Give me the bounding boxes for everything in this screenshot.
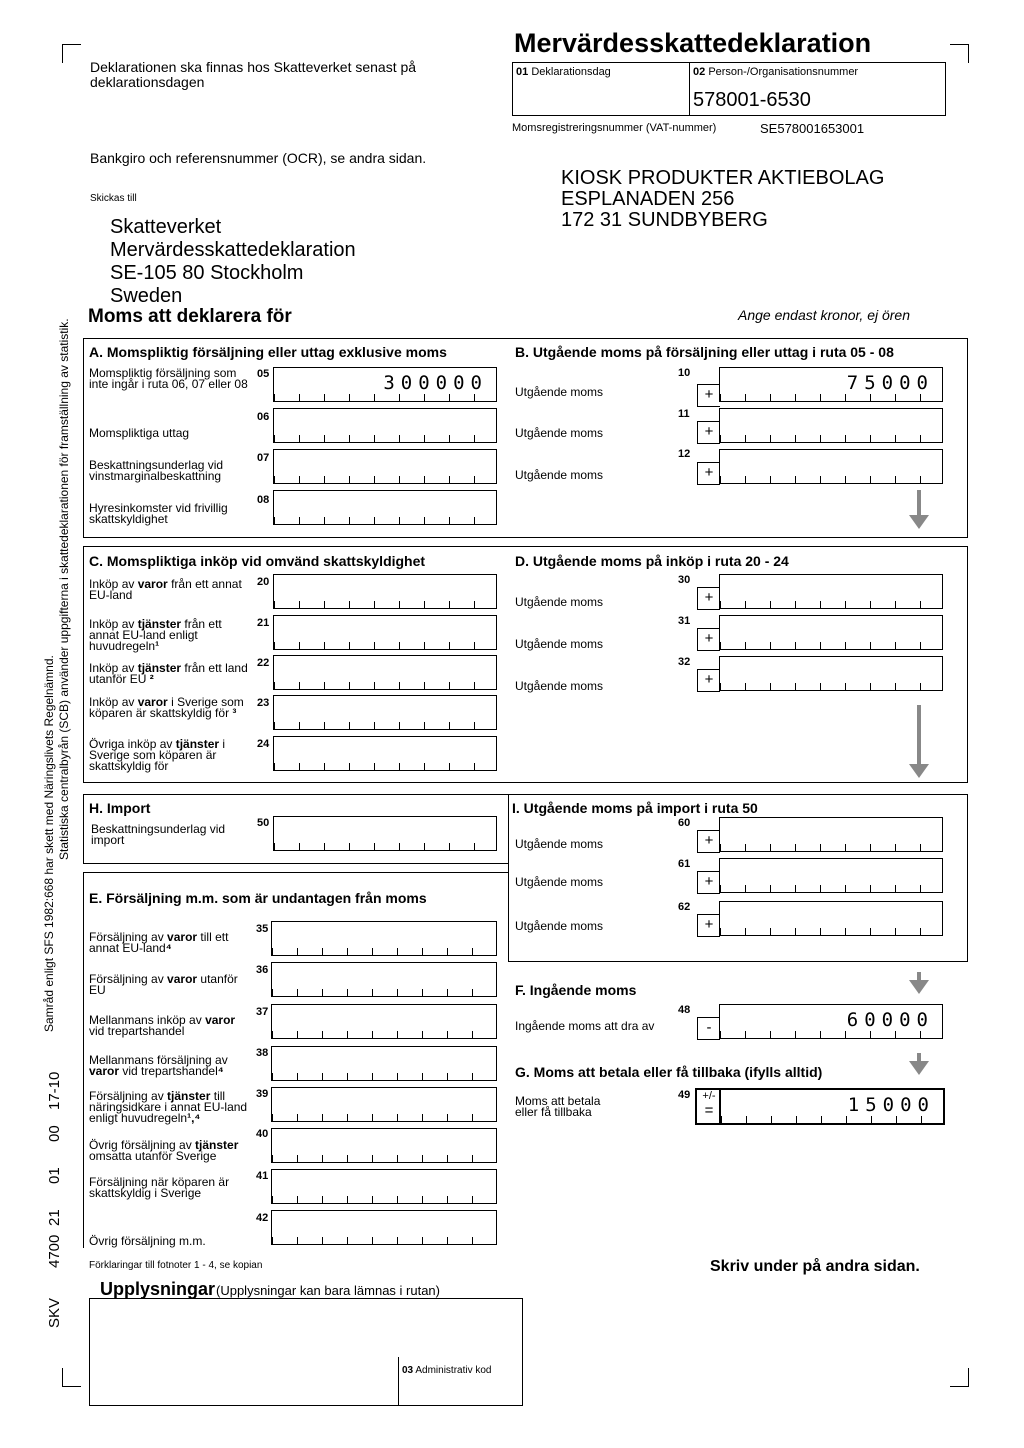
field-23-input[interactable] (273, 695, 497, 730)
field-11-input[interactable] (719, 408, 943, 443)
field-60-input[interactable] (719, 817, 943, 852)
form-code-skv: SKV (46, 1297, 63, 1328)
section-c-title: C. Momspliktiga inköp vid omvänd skattskyldighet (89, 553, 426, 569)
header-fields-box (512, 62, 946, 116)
field-02-label: 02 Person-/Organisationsnummer (693, 66, 859, 78)
form-code-00: 00 (46, 1125, 63, 1142)
field-23-label: Inköp av varor i Sverige som köparen är skattskyldig för ³ (89, 695, 244, 720)
arrow-down-icon (917, 490, 921, 516)
field-10-plus-sign: + (697, 384, 720, 407)
section-i-title: I. Utgående moms på import i ruta 50 (512, 800, 758, 816)
field-39-number: 39 (256, 1088, 269, 1100)
field-07-label: Beskattningsunderlag vid vinstmarginalbeskattning (89, 458, 224, 483)
company-address: KIOSK PRODUKTER AKTIEBOLAG ESPLANADEN 256 172 31 SUNDBYBERG (561, 167, 885, 231)
upplysningar-title: Upplysningar (100, 1279, 216, 1299)
field-61-input[interactable] (719, 858, 943, 893)
field-06-input[interactable] (273, 408, 497, 443)
field-01-label: 01 Deklarationsdag (516, 66, 611, 78)
field-08-label: Hyresinkomster vid frivillig skattskyldighet (89, 501, 228, 526)
section-e-title: E. Försäljning m.m. som är undantagen från moms (89, 890, 427, 906)
field-41-input[interactable] (271, 1169, 497, 1204)
field-12-label: Utgående moms (515, 468, 604, 482)
field-11-number: 11 (678, 408, 690, 420)
field-62-label: Utgående moms (515, 919, 604, 933)
field-22-label: Inköp av tjänster från ett land utanför EU ² (89, 661, 248, 686)
send-to-label: Skickas till (90, 193, 137, 204)
bankgiro-note: Bankgiro och referensnummer (OCR), se andra sidan. (90, 150, 427, 166)
field-49-sign-box: +/- = (695, 1088, 721, 1125)
upplysningar-textarea[interactable] (89, 1298, 523, 1406)
field-08-input[interactable] (273, 490, 497, 525)
side-text-scb: Statistiska centralbyrån (SCB) använder uppgifterna i skattedeklarationen för framställning av statistik. (57, 318, 71, 860)
section-g-title: G. Moms att betala eller få tillbaka (ifylls alltid) (515, 1064, 823, 1080)
form-title: Mervärdesskattedeklaration (514, 28, 872, 58)
arrow-head-icon (909, 980, 929, 994)
field-35-number: 35 (256, 923, 269, 935)
field-48-number: 48 (678, 1004, 691, 1016)
field-32-plus-sign: + (697, 669, 720, 692)
field-39-label: Försäljning av tjänster till näringsidkare i annat EU-land enligt huvudregeln¹,⁴ (89, 1089, 248, 1125)
field-31-input[interactable] (719, 615, 943, 650)
field-11-label: Utgående moms (515, 426, 604, 440)
field-60-plus-sign: + (697, 830, 720, 853)
field-49-input[interactable]: 15000 (719, 1088, 945, 1125)
field-42-label: Övrig försäljning m.m. (89, 1234, 206, 1248)
field-37-number: 37 (256, 1006, 269, 1018)
field-20-number: 20 (257, 576, 270, 588)
section-b-title: B. Utgående moms på försäljning eller uttag i ruta 05 - 08 (515, 344, 894, 360)
kronor-note: Ange endast kronor, ej ören (738, 307, 911, 323)
field-50-input[interactable] (273, 816, 497, 851)
upplysningar-sub: (Upplysningar kan bara lämnas i rutan) (216, 1283, 440, 1298)
field-31-number: 31 (678, 615, 691, 627)
field-03-label: 03 Administrativ kod (402, 1365, 492, 1376)
corner-mark-tr (950, 44, 969, 63)
corner-mark-tl (62, 44, 81, 63)
field-49-label: Moms att betala eller få tillbaka (515, 1094, 601, 1119)
field-50-number: 50 (257, 817, 270, 829)
form-code-17-10: 17-10 (46, 1071, 63, 1110)
field-38-label: Mellanmans försäljning av varor vid trepartshandel⁴ (89, 1053, 228, 1078)
arrow-head-icon (909, 1061, 929, 1075)
field-40-input[interactable] (271, 1128, 497, 1163)
recipient-address: Skatteverket Mervärdesskattedeklaration SE-105 80 Stockholm Sweden (110, 216, 356, 307)
vat-number: SE578001653001 (760, 121, 865, 136)
field-22-input[interactable] (273, 655, 497, 690)
field-62-input[interactable] (719, 901, 943, 936)
field-62-plus-sign: + (697, 914, 720, 937)
field-24-input[interactable] (273, 736, 497, 771)
field-38-input[interactable] (271, 1046, 497, 1081)
field-32-number: 32 (678, 656, 691, 668)
field-61-number: 61 (678, 858, 691, 870)
field-40-label: Övrig försäljning av tjänster omsatta utanför Sverige (89, 1138, 239, 1163)
section-f-title: F. Ingående moms (515, 982, 637, 998)
section-d-title: D. Utgående moms på inköp i ruta 20 - 24 (515, 553, 789, 569)
field-35-label: Försäljning av varor till ett annat EU-land⁴ (89, 930, 229, 955)
field-08-number: 08 (257, 494, 270, 506)
field-36-label: Försäljning av varor utanför EU (89, 972, 238, 997)
field-48-input[interactable]: 60000 (719, 1004, 943, 1039)
form-code-4700: 4700 (46, 1234, 63, 1268)
field-12-number: 12 (678, 448, 691, 460)
field-37-label: Mellanmans inköp av varor vid trepartshandel (89, 1013, 236, 1038)
field-41-label: Försäljning när köparen är skattskyldig i Sverige (89, 1175, 230, 1200)
field-30-input[interactable] (719, 574, 943, 609)
field-10-label: Utgående moms (515, 385, 604, 399)
arrow-head-icon (909, 515, 929, 529)
field-11-plus-sign: + (697, 421, 720, 444)
section-a-title: A. Momspliktig försäljning eller uttag exklusive moms (89, 344, 447, 360)
field-24-label: Övriga inköp av tjänster i Sverige som köparen är skattskyldig för (89, 737, 226, 773)
field-35-input[interactable] (271, 921, 497, 956)
field-21-number: 21 (257, 617, 270, 629)
footnote-note: Förklaringar till fotnoter 1 - 4, se kopian (89, 1260, 263, 1271)
field-61-plus-sign: + (697, 871, 720, 894)
field-05-label: Momspliktig försäljning som inte ingår i ruta 06, 07 eller 08 (89, 366, 248, 391)
sign-note: Skriv under på andra sidan. (710, 1258, 920, 1275)
field-20-input[interactable] (273, 574, 497, 609)
declaration-date-input[interactable] (515, 81, 687, 113)
field-12-plus-sign: + (697, 462, 720, 485)
moms-title: Moms att deklarera för (88, 306, 292, 327)
field-32-input[interactable] (719, 656, 943, 691)
field-31-plus-sign: + (697, 628, 720, 651)
field-12-input[interactable] (719, 449, 943, 484)
field-31-label: Utgående moms (515, 637, 604, 651)
field-05-number: 05 (257, 368, 270, 380)
field-32-label: Utgående moms (515, 679, 604, 693)
field-48-label: Ingående moms att dra av (515, 1019, 655, 1033)
field-40-number: 40 (256, 1128, 269, 1140)
corner-mark-bl (62, 1368, 81, 1387)
field-07-number: 07 (257, 452, 270, 464)
field-22-number: 22 (257, 657, 270, 669)
field-30-label: Utgående moms (515, 595, 604, 609)
field-60-label: Utgående moms (515, 837, 604, 851)
section-h-title: H. Import (89, 800, 151, 816)
field-42-number: 42 (256, 1212, 269, 1224)
field-10-input[interactable]: 75000 (719, 367, 943, 402)
field-21-label: Inköp av tjänster från ett annat EU-land enligt huvudregeln¹ (89, 617, 222, 653)
field-06-label: Momspliktiga uttag (89, 426, 190, 440)
deadline-notice: Deklarationen ska finnas hos Skatteverket senast på deklarationsdagen (90, 59, 417, 90)
field-05-input[interactable]: 300000 (273, 367, 497, 402)
field-48-minus-sign: - (697, 1017, 720, 1040)
field-21-input[interactable] (273, 615, 497, 650)
field-38-number: 38 (256, 1047, 269, 1059)
field-24-number: 24 (257, 738, 270, 750)
side-text-regelnamnd: Samråd enligt SFS 1982:668 har skett med Näringslivets Regelnämnd. (42, 655, 56, 1032)
field-20-label: Inköp av varor från ett annat EU-land (89, 577, 242, 602)
field-60-number: 60 (678, 817, 691, 829)
field-49-number: 49 (678, 1089, 691, 1101)
form-code-01: 01 (46, 1167, 63, 1184)
field-37-input[interactable] (271, 1004, 497, 1039)
field-23-number: 23 (257, 697, 270, 709)
field-61-label: Utgående moms (515, 875, 604, 889)
form-code-21: 21 (46, 1209, 63, 1226)
corner-mark-br (950, 1368, 969, 1387)
field-62-number: 62 (678, 901, 691, 913)
field-36-input[interactable] (271, 962, 497, 997)
arrow-down-icon (917, 972, 921, 980)
field-42-input[interactable] (271, 1210, 497, 1245)
arrow-down-icon (917, 705, 921, 765)
arrow-head-icon (909, 764, 929, 778)
field-06-number: 06 (257, 411, 270, 423)
field-50-label: Beskattningsunderlag vid import (91, 822, 226, 847)
field-41-number: 41 (256, 1170, 269, 1182)
arrow-down-icon (917, 1053, 921, 1061)
field-30-plus-sign: + (697, 587, 720, 610)
field-39-input[interactable] (271, 1087, 497, 1122)
org-number-value[interactable]: 578001-6530 (693, 89, 811, 111)
vat-label: Momsregistreringsnummer (VAT-nummer) (512, 122, 717, 134)
field-07-input[interactable] (273, 449, 497, 484)
field-36-number: 36 (256, 964, 269, 976)
field-10-number: 10 (678, 367, 691, 379)
field-30-number: 30 (678, 574, 691, 586)
